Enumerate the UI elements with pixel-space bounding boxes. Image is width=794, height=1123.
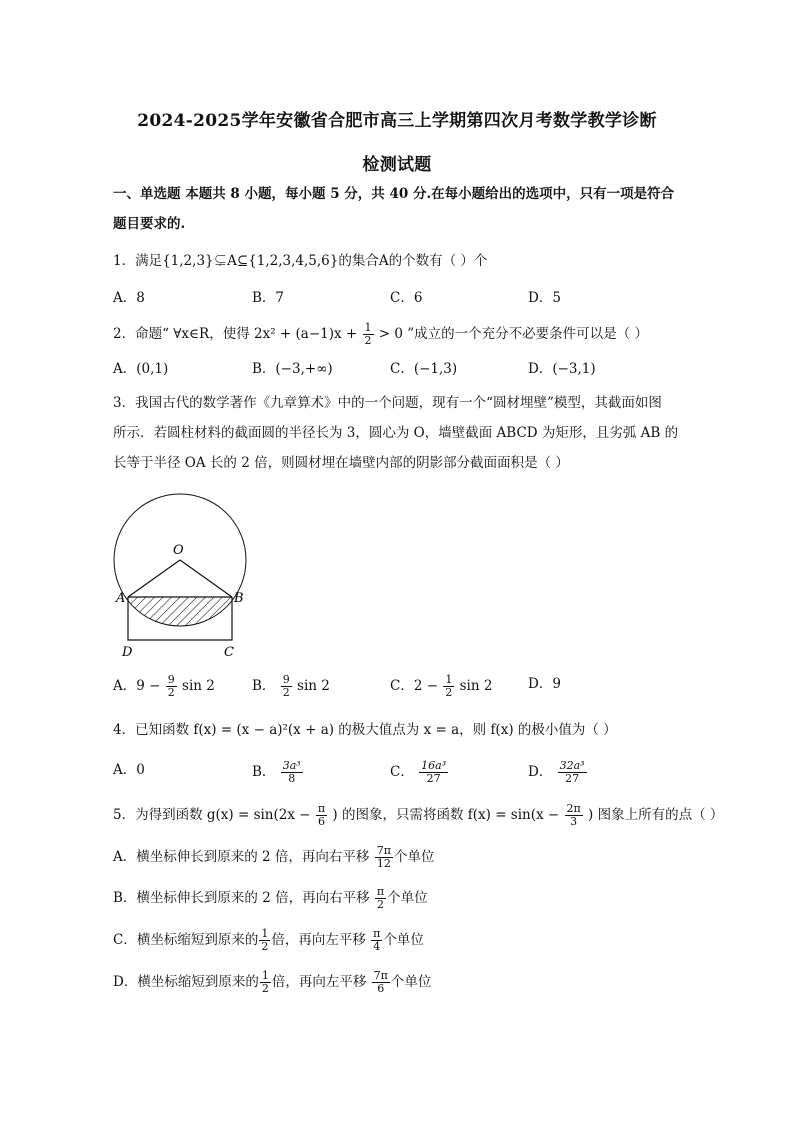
question-5 <box>113 803 723 828</box>
q2-option-c: C．(−1,3) <box>390 361 458 377</box>
q5-b-pre: B．横坐标伸长到原来的 2 倍，再向右平移 <box>113 890 370 906</box>
q5-d-den-1: 2 <box>261 982 269 995</box>
question-3-line-3: 长等于半径 OA 长的 2 倍，则圆材埋在墙壁内部的阴影部分截面面积是（ ） <box>113 455 569 471</box>
q4-c-pre: C． <box>390 764 414 780</box>
q1-option-a: A．8 <box>113 290 145 306</box>
q3-b-frac <box>281 674 292 699</box>
q3-c-post: sin 2 <box>459 678 493 694</box>
q3-b-den: 2 <box>282 686 290 699</box>
circle-wall-figure <box>110 480 260 660</box>
q5-option-d <box>113 970 431 995</box>
q5-c-frac-1 <box>259 928 270 953</box>
q4-c-frac <box>419 760 448 785</box>
q5-a-pre: A．横坐标伸长到原来的 2 倍，再向右平移 <box>113 849 370 865</box>
q5-d-mid: 倍，再向左平移 <box>271 974 367 990</box>
q5-c-post: 个单位 <box>383 932 424 948</box>
q3-b-post: sin 2 <box>297 678 330 694</box>
q5-option-b <box>113 886 428 911</box>
q5-a-frac <box>375 845 393 870</box>
q5-d-num-2: 7π <box>373 969 388 982</box>
q5-option-c <box>113 928 424 953</box>
q4-b-pre: B． <box>252 764 276 780</box>
q5-f2-den: 3 <box>570 815 578 828</box>
q4-b-den: 8 <box>288 772 296 785</box>
q5-b-post: 个单位 <box>387 890 428 906</box>
label-b: B <box>234 591 244 606</box>
q2-frac-den: 2 <box>364 334 372 347</box>
radius-ob <box>180 560 232 597</box>
q1-option-d: D．5 <box>528 290 561 306</box>
q5-a-post: 个单位 <box>393 849 435 865</box>
q5-c-den-1: 2 <box>261 940 269 953</box>
q4-option-d <box>528 760 588 785</box>
q5-b-num: π <box>376 885 385 898</box>
q4-d-pre: D． <box>528 764 553 780</box>
q3-c-pre: C．2 − <box>390 678 439 694</box>
q3-a-pre: A．9 − <box>113 678 161 694</box>
q3-c-num: 1 <box>445 673 453 686</box>
q2-option-d: D．(−3,1) <box>528 361 596 377</box>
q4-c-den: 27 <box>426 772 441 785</box>
q3-c-den: 2 <box>445 686 453 699</box>
q3-a-post: sin 2 <box>182 678 215 694</box>
q5-d-num-1: 1 <box>261 969 269 982</box>
q2-option-b: B．(−3,+∞) <box>252 361 333 377</box>
label-o: O <box>173 543 184 558</box>
q3-a-den: 2 <box>167 686 175 699</box>
q3-option-d: D．9 <box>528 676 561 692</box>
q3-b-pre: B． <box>252 678 276 694</box>
question-4: 4．已知函数 f(x) = (x − a)²(x + a) 的极大值点为 x = a，则 f(x) 的极小值为（ ） <box>113 722 617 738</box>
q2-fraction <box>363 322 374 347</box>
q3-option-c <box>390 674 492 699</box>
q5-c-num-2: π <box>373 927 381 940</box>
q5-b-den: 2 <box>377 898 384 911</box>
q5-frac-1 <box>316 803 327 828</box>
radius-oa <box>128 560 180 597</box>
q4-d-frac <box>558 760 587 785</box>
label-d: D <box>122 645 133 660</box>
q3-option-a <box>113 674 215 699</box>
question-3-line-1: 3．我国古代的数学著作《九章算术》中的一个问题，现有一个“圆材埋壁”模型，其截面如图 <box>113 395 662 411</box>
section-heading: 一、单选题 本题共 8 小题，每小题 5 分，共 40 分.在每小题给出的选项中，只有一项是符合 <box>113 186 675 202</box>
q5-d-pre: D．横坐标缩短到原来的 <box>113 974 259 990</box>
q5-post: ) 图象上所有的点（ ） <box>588 807 724 823</box>
q3-a-frac <box>166 674 177 699</box>
q5-a-num: 7π <box>376 844 391 857</box>
title-line-2: 检测试题 <box>362 155 432 175</box>
q3-c-frac <box>443 674 454 699</box>
q2-text-post: > 0 ”成立的一个充分不必要条件可以是（ ） <box>378 326 648 342</box>
q2-option-a: A．(0,1) <box>113 361 169 377</box>
q4-option-b <box>252 760 304 785</box>
q4-option-a: A．0 <box>113 762 145 778</box>
section-heading-cont: 题目要求的. <box>113 216 186 232</box>
q4-b-num: 3a³ <box>282 759 301 772</box>
q3-b-num: 9 <box>282 673 290 686</box>
label-c: C <box>224 645 234 660</box>
q4-c-num: 16a³ <box>421 759 447 772</box>
question-1: 1．满足{1,2,3}⊊A⊆{1,2,3,4,5,6}的集合A的个数有（ ）个 <box>113 253 488 269</box>
question-3-line-2: 所示．若圆柱材料的截面圆的半径长为 3，圆心为 O，墙壁截面 ABCD 为矩形，且劣弧 AB 的 <box>113 425 679 441</box>
q4-d-den: 27 <box>565 772 580 785</box>
q2-frac-num: 1 <box>364 321 372 334</box>
q1-option-c: C．6 <box>390 290 423 306</box>
q5-c-num-1: 1 <box>261 927 269 940</box>
q5-f1-den: 6 <box>317 815 325 828</box>
q4-b-frac <box>281 760 303 785</box>
q4-d-num: 32a³ <box>559 759 585 772</box>
q5-d-post: 个单位 <box>390 974 432 990</box>
q4-option-c <box>390 760 449 785</box>
title-line-1: 2024-2025学年安徽省合肥市高三上学期第四次月考数学教学诊断 <box>137 111 657 131</box>
q5-d-den-2: 6 <box>377 982 385 995</box>
q5-c-frac-2 <box>371 928 382 953</box>
q5-c-pre: C．横坐标缩短到原来的 <box>113 932 259 948</box>
q5-frac-2 <box>565 803 583 828</box>
q3-a-num: 9 <box>167 673 175 686</box>
label-a: A <box>116 591 126 606</box>
q5-d-frac-2 <box>372 970 390 995</box>
q5-c-mid: 倍，再向左平移 <box>271 932 366 948</box>
q5-f1-num: π <box>317 802 326 815</box>
question-2 <box>113 322 648 347</box>
q3-option-b <box>252 674 330 699</box>
q5-pre: 5．为得到函数 g(x) = sin(2x − <box>113 807 311 823</box>
q5-d-frac-1 <box>260 970 271 995</box>
q2-text-pre: 2．命题“ ∀x∈R，使得 2x² + (a−1)x + <box>113 326 358 342</box>
q5-option-a <box>113 845 434 870</box>
q1-option-b: B．7 <box>252 290 285 306</box>
q5-mid: ) 的图象，只需将函数 f(x) = sin(x − <box>332 807 560 823</box>
q5-f2-num: 2π <box>566 802 581 815</box>
q5-b-frac <box>375 886 386 911</box>
q5-a-den: 12 <box>376 857 391 870</box>
q5-c-den-2: 4 <box>373 940 381 953</box>
